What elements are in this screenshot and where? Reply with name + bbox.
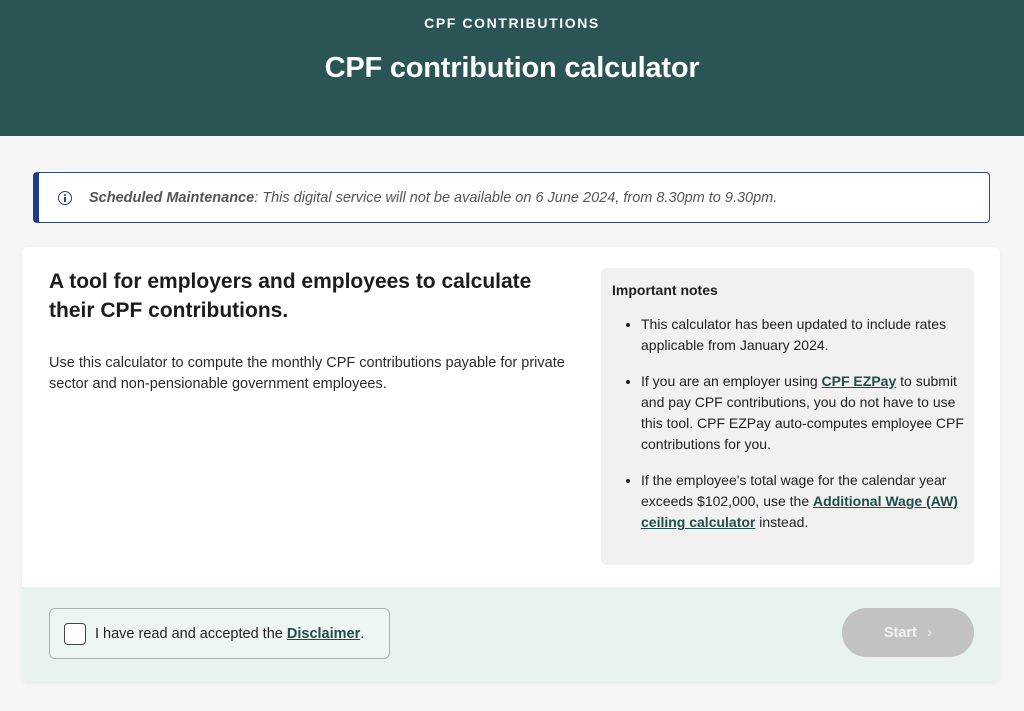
note-text: This calculator has been updated to include rates applicable from January 2024.	[641, 316, 947, 354]
banner-message: : This digital service will not be available on 6 June 2024, from 8.30pm to 9.30pm.	[254, 189, 778, 206]
note-text: If the employee's total wage for the calendar year exceeds $102,000, use the	[641, 471, 947, 510]
disclaimer-acceptance[interactable]	[49, 608, 390, 659]
accept-text-end: .	[360, 625, 365, 642]
note-text: instead.	[755, 514, 809, 531]
start-label: Start	[883, 624, 917, 641]
chevron-right-icon: ›	[926, 623, 933, 641]
card-footer	[22, 587, 1000, 681]
intro-heading: A tool for employers and employees to calculate their CPF contributions.	[49, 270, 532, 322]
note-text: to submit and pay CPF contributions, you do not have to use this tool. CPF EZPay auto-computes employee CPF contributions for you.	[641, 372, 964, 453]
accept-text: I have read and accepted the	[95, 625, 287, 642]
start-button[interactable]	[842, 608, 974, 657]
note-item	[641, 371, 966, 456]
disclaimer-link[interactable]: Disclaimer	[286, 625, 361, 642]
notes-title: Important notes	[612, 282, 718, 298]
info-icon	[58, 191, 72, 205]
cpf-ezpay-link[interactable]: CPF EZPay	[821, 372, 897, 389]
banner-text	[89, 190, 777, 206]
note-item	[641, 470, 966, 534]
note-item	[641, 314, 966, 357]
disclaimer-checkbox[interactable]	[64, 623, 86, 645]
intro-description: Use this calculator to compute the monthly CPF contributions payable for private sector and non-pensionable government employees.	[49, 355, 565, 392]
page-header	[0, 0, 1024, 136]
disclaimer-label	[95, 626, 364, 642]
page-title: CPF contribution calculator	[324, 52, 700, 84]
calculator-card	[22, 247, 1000, 681]
note-text: If you are an employer using	[641, 372, 822, 389]
important-notes	[601, 268, 974, 565]
notes-list	[641, 314, 966, 548]
maintenance-banner	[33, 172, 990, 223]
banner-label: Scheduled Maintenance	[89, 189, 255, 206]
section-eyebrow: CPF CONTRIBUTIONS	[424, 15, 600, 31]
aw-ceiling-calculator-link[interactable]: Additional Wage (AW) ceiling calculator	[641, 493, 958, 531]
